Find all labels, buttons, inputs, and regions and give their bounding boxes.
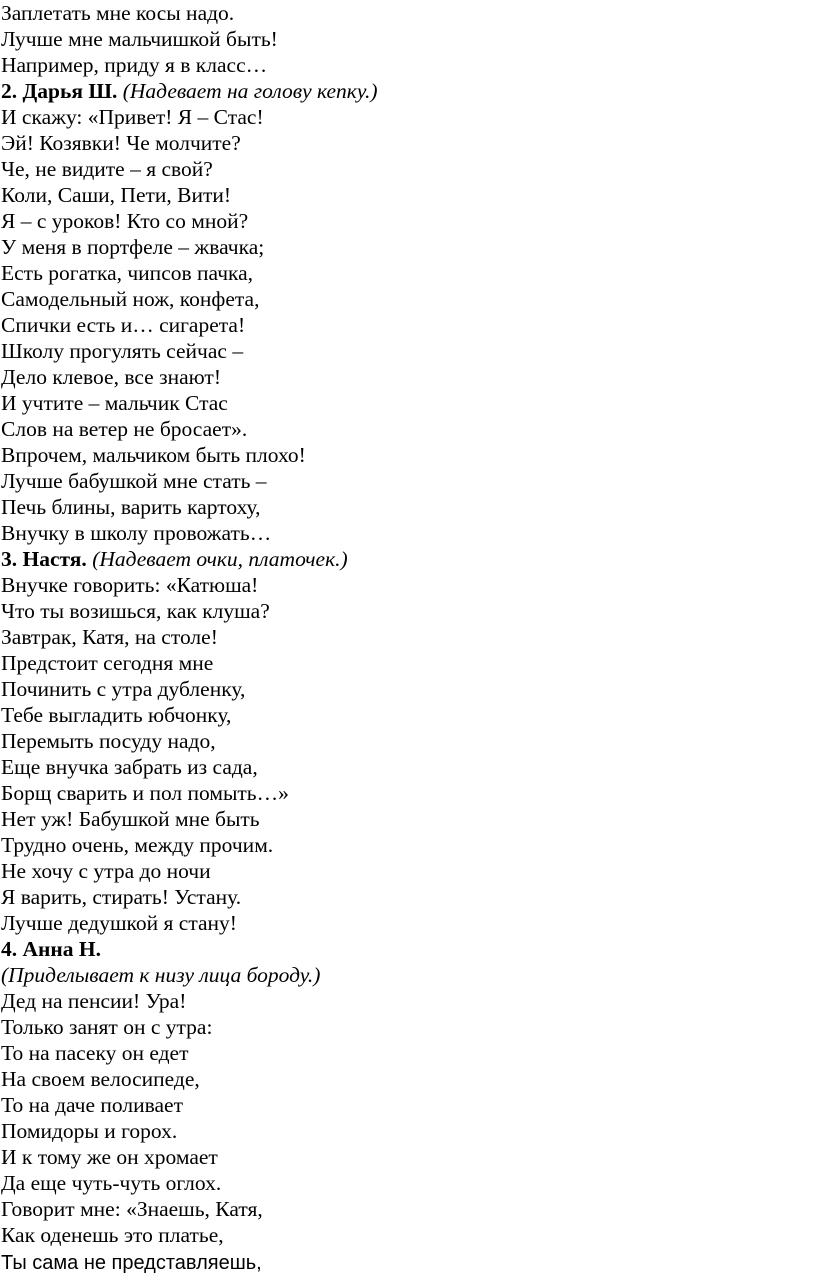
text-line: Что ты возишься, как клуша? (1, 599, 270, 623)
speaker-name: 4. Анна Н. (1, 937, 102, 961)
text-line: Дед на пенсии! Ура! (1, 989, 187, 1013)
speaker-line (1, 936, 811, 962)
text-line: Перемыть посуду надо, (1, 729, 216, 753)
text-line: Спички есть и… сигарета! (1, 313, 246, 337)
text-line: Не хочу с утра до ночи (1, 859, 211, 883)
speaker-line (1, 546, 811, 572)
text-line: Трудно очень, между прочим. (1, 833, 274, 857)
text-line: Тебе выгладить юбчонку, (1, 703, 232, 727)
text-line: Заплетать мне косы надо. (1, 1, 235, 25)
speaker-line (1, 78, 811, 104)
text-line: Внучке говорить: «Катюша! (1, 573, 259, 597)
text-line: Да еще чуть-чуть оглох. (1, 1171, 222, 1195)
text-line: То на пасеку он едет (1, 1041, 189, 1065)
text-line: Внучку в школу провожать… (1, 521, 272, 545)
stage-direction: (Надевает очки, платочек.) (92, 547, 348, 571)
text-line: Лучше дедушкой я стану! (1, 911, 237, 935)
text-line: Школу прогулять сейчас – (1, 339, 244, 363)
text-line: Говорит мне: «Знаешь, Катя, (1, 1197, 263, 1221)
text-line: Завтрак, Катя, на столе! (1, 625, 218, 649)
text-line: Есть рогатка, чипсов пачка, (1, 261, 254, 285)
text-line: Помидоры и горох. (1, 1119, 178, 1143)
speaker-name: 2. Дарья Ш. (1, 79, 118, 103)
text-line: Самодельный нож, конфета, (1, 287, 260, 311)
text-line: Слов на ветер не бросает». (1, 417, 248, 441)
text-line: Че, не видите – я свой? (1, 157, 213, 181)
text-line: И скажу: «Привет! Я – Стас! (1, 105, 264, 129)
text-line: Ты сама не представляешь, (1, 1252, 262, 1274)
speaker-name: 3. Настя. (1, 547, 87, 571)
text-line: Дело клевое, все знают! (1, 365, 221, 389)
text-line: На своем велосипеде, (1, 1067, 200, 1091)
text-line: Лучше мне мальчишкой быть! (1, 27, 278, 51)
stage-direction: (Надевает на голову кепку.) (122, 79, 378, 103)
text-line: Еще внучка забрать из сада, (1, 755, 258, 779)
text-line: Я варить, стирать! Устану. (1, 885, 242, 909)
document-page (1, 0, 811, 1276)
text-line: Предстоит сегодня мне (1, 651, 214, 675)
text-line: То на даче поливает (1, 1093, 183, 1117)
text-line: Впрочем, мальчиком быть плохо! (1, 443, 306, 467)
text-line: Как оденешь это платье, (1, 1223, 224, 1247)
text-line: Борщ сварить и пол помыть…» (1, 781, 289, 805)
text-line: Нет уж! Бабушкой мне быть (1, 807, 260, 831)
text-line: И учтите – мальчик Стас (1, 391, 228, 415)
text-line: И к тому же он хромает (1, 1145, 218, 1169)
text-line: Я – с уроков! Кто со мной? (1, 209, 249, 233)
text-line: Например, приду я в класс… (1, 53, 268, 77)
text-line: Печь блины, варить картоху, (1, 495, 261, 519)
text-line: Починить с утра дубленку, (1, 677, 246, 701)
text-line: Коли, Саши, Пети, Вити! (1, 183, 232, 207)
speaker-line (1, 962, 811, 988)
text-line: Только занят он с утра: (1, 1015, 213, 1039)
text-line: Лучше бабушкой мне стать – (1, 469, 267, 493)
stage-direction: (Приделывает к низу лица бороду.) (1, 963, 321, 987)
text-line: У меня в портфеле – жвачка; (1, 235, 265, 259)
text-line: Эй! Козявки! Че молчите? (1, 131, 241, 155)
